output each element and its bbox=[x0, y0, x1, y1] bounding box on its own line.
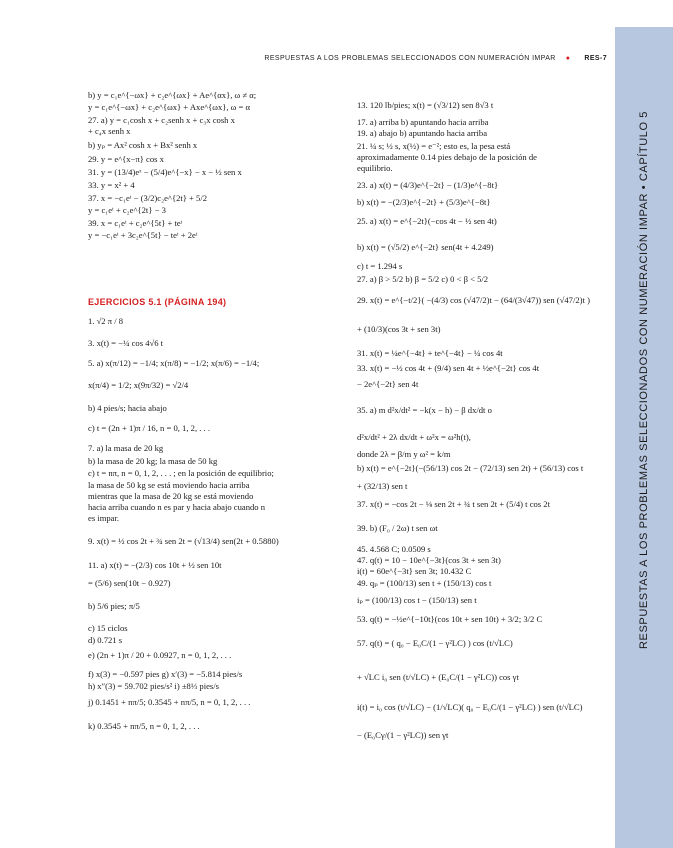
right-answer-line: + (32/13) sen t bbox=[357, 481, 408, 491]
left-answer-line: 39. x = c₁eᵗ + c₂e^{5t} + teᵗ bbox=[88, 218, 183, 228]
right-answer-line: 31. x(t) = ¼e^{−4t} + te^{−4t} − ¼ cos 4t bbox=[357, 348, 503, 358]
left-answer-line: hacia arriba cuando n es par y hacia abajo cuando n bbox=[88, 502, 266, 512]
right-answer-line: b) x(t) = (√5/2) e^{−2t} sen(4t + 4.249) bbox=[357, 242, 494, 252]
left-answer-line: 37. x = −c₁eᵗ − (3/2)c₂e^{2t} + 5/2 bbox=[88, 193, 208, 203]
right-answer-line: 57. q(t) = ( q₀ − E₀C/(1 − γ²LC) ) cos (t/√LC) bbox=[357, 638, 513, 648]
left-answer-line: c) 15 ciclos bbox=[88, 623, 128, 633]
right-answer-line: iₚ = (100/13) cos t − (150/13) sen t bbox=[357, 595, 477, 605]
right-answer-line: + (10/3)(cos 3t + sen 3t) bbox=[357, 324, 441, 334]
left-answer-line: x(π/4) = 1/2; x(9π/32) = √2/4 bbox=[88, 380, 189, 390]
right-answer-line: 47. q(t) = 10 − 10e^{−3t}(cos 3t + sen 3t) bbox=[357, 555, 501, 565]
left-answer-line: = (5/6) sen(10t − 0.927) bbox=[88, 578, 171, 588]
left-answer-line: 7. a) la masa de 20 kg bbox=[88, 443, 164, 453]
left-answer-line: 27. a) y = c₁cosh x + c₂senh x + c₃x cosh x bbox=[88, 115, 235, 125]
left-answer-line: 31. y = (13/4)eˣ − (5/4)e^{−x} − x − ½ sen x bbox=[88, 167, 242, 177]
left-answer-line: es impar. bbox=[88, 513, 120, 523]
right-answer-line: 25. a) x(t) = e^{−2t}(−cos 4t − ½ sen 4t) bbox=[357, 216, 497, 226]
left-answer-line: 9. x(t) = ½ cos 2t + ¾ sen 2t = (√13/4) sen(2t + 0.5880) bbox=[88, 536, 279, 546]
right-answer-line: 45. 4.568 C; 0.0509 s bbox=[357, 544, 431, 554]
left-answer-line: b) y = c₁e^{−ωx} + c₂e^{ωx} + Ae^{αx}, ω ≠ α; bbox=[88, 90, 257, 100]
right-answer-line: c) t = 1.294 s bbox=[357, 261, 403, 271]
right-answer-line: b) x(t) = −(2/3)e^{−2t} + (5/3)e^{−8t} bbox=[357, 197, 491, 207]
right-answer-line: 53. q(t) = −½e^{−10t}(cos 10t + sen 10t) + 3/2; 3/2 C bbox=[357, 614, 543, 624]
left-answer-line: mientras que la masa de 20 kg se está moviendo bbox=[88, 491, 254, 501]
left-answer-line: f) x(3) = −0.597 pies g) x′(3) = −5.814 pies/s bbox=[88, 669, 243, 679]
running-title: RESPUESTAS A LOS PROBLEMAS SELECCIONADOS CON NUMERACIÓN IMPAR bbox=[264, 55, 556, 62]
left-answer-line: 11. a) x(t) = −(2/3) cos 10t + ½ sen 10t bbox=[88, 560, 222, 570]
left-answer-line: la masa de 50 kg se está moviendo hacia arriba bbox=[88, 480, 250, 490]
left-answer-line: 1. √2 π / 8 bbox=[88, 316, 124, 326]
right-answer-line: i(t) = i₀ cos (t/√LC) − (1/√LC)( q₀ − E₀C/(1 − γ²LC) ) sen (t/√LC) bbox=[357, 702, 583, 712]
left-answer-line: y = −c₁eᵗ + 3c₂e^{5t} − teᵗ + 2eᵗ bbox=[88, 230, 198, 240]
left-answer-line: d) 0.721 s bbox=[88, 635, 123, 645]
running-header bbox=[264, 55, 607, 62]
right-answer-line: 35. a) m d²x/dt² = −k(x − h) − β dx/dt o bbox=[357, 405, 492, 415]
left-answer-line: 33. y = x² + 4 bbox=[88, 180, 135, 190]
left-answer-line: c) t = (2n + 1)π / 16, n = 0, 1, 2, . . . bbox=[88, 423, 210, 433]
left-answer-line: k) 0.3545 + nπ/5, n = 0, 1, 2, . . . bbox=[88, 721, 200, 731]
right-answer-line: 17. a) arriba b) apuntando hacia arriba bbox=[357, 117, 489, 127]
right-answer-line: d²x/dt² + 2λ dx/dt + ω²x = ω²h(t), bbox=[357, 432, 471, 442]
right-answer-line: donde 2λ = β/m y ω² = k/m bbox=[357, 449, 451, 459]
left-answer-line: y = c₁eᵗ + c₂e^{2t} − 3 bbox=[88, 205, 166, 215]
left-answer-line: 3. x(t) = −¼ cos 4√6 t bbox=[88, 338, 164, 348]
left-answer-line: c) t = nπ, n = 0, 1, 2, . . . ; en la posición de equilibrio; bbox=[88, 468, 274, 478]
right-answer-line: 23. a) x(t) = (4/3)e^{−2t} − (1/3)e^{−8t} bbox=[357, 180, 499, 190]
left-answer-line: e) (2n + 1)π / 20 + 0.0927, n = 0, 1, 2, . . . bbox=[88, 650, 232, 660]
right-answer-line: 37. x(t) = −cos 2t − ⅛ sen 2t + ¾ t sen 2t + (5/4) t cos 2t bbox=[357, 499, 550, 509]
left-answer-line: y = c₁e^{−ωx} + c₂e^{ωx} + Axe^{ωx}, ω = α bbox=[88, 102, 250, 112]
right-answer-line: − 2e^{−2t} sen 4t bbox=[357, 379, 419, 389]
left-answer-line: + c₄x senh x bbox=[88, 126, 131, 136]
right-answer-line: 39. b) (F₀ / 2ω) t sen ωt bbox=[357, 523, 438, 533]
left-answer-line: 5. a) x(π/12) = −1/4; x(π/8) = −1/2; x(π/6) = −1/4; bbox=[88, 358, 260, 368]
left-answer-line: h) x″(3) = 59.702 pies/s² i) ±8⅓ pies/s bbox=[88, 681, 220, 691]
section-title: EJERCICIOS 5.1 (PÁGINA 194) bbox=[88, 297, 227, 307]
right-answer-line: 21. ¼ s; ½ s, x(½) = e⁻²; esto es, la pesa está bbox=[357, 141, 511, 151]
bullet-dot: ● bbox=[565, 55, 571, 62]
right-answer-line: equilibrio. bbox=[357, 163, 393, 173]
right-answer-line: 49. qₚ = (100/13) sen t + (150/13) cos t bbox=[357, 578, 492, 588]
left-answer-line: b) 4 pies/s; hacia abajo bbox=[88, 403, 167, 413]
left-answer-line: b) yₚ = Ax² cosh x + Bx² senh x bbox=[88, 140, 198, 150]
left-answer-line: b) 5/6 pies; π/5 bbox=[88, 601, 140, 611]
right-answer-line: 33. x(t) = −½ cos 4t + (9/4) sen 4t + ½e^{−2t} cos 4t bbox=[357, 363, 540, 373]
right-answer-line: b) x(t) = e^{−2t}(−(56/13) cos 2t − (72/13) sen 2t) + (56/13) cos t bbox=[357, 463, 584, 473]
left-answer-line: b) la masa de 20 kg; la masa de 50 kg bbox=[88, 456, 218, 466]
right-answer-line: − (E₀Cγ/(1 − γ²LC)) sen γt bbox=[357, 730, 449, 740]
sidebar-label: RESPUESTAS A LOS PROBLEMAS SELECCIONADOS CON NUMERACIÓN IMPAR • CAPÍTULO 5 bbox=[638, 110, 650, 650]
left-answer-line: 29. y = e^{x−π} cos x bbox=[88, 154, 164, 164]
right-answer-line: 19. a) abajo b) apuntando hacia arriba bbox=[357, 128, 488, 138]
right-answer-line: + √LC i₀ sen (t/√LC) + (E₀C/(1 − γ²LC)) cos γt bbox=[357, 672, 519, 682]
right-answer-line: 29. x(t) = e^{−t/2}( −(4/3) cos (√47/2)t − (64/(3√47)) sen (√47/2)t ) bbox=[357, 295, 590, 305]
right-answer-line: i(t) = 60e^{−3t} sen 3t; 10.432 C bbox=[357, 566, 472, 576]
right-answer-line: 13. 120 lb/pies; x(t) = (√3/12) sen 8√3 t bbox=[357, 100, 494, 110]
page-number: RES-7 bbox=[584, 55, 607, 62]
left-answer-line: j) 0.1451 + nπ/5; 0.3545 + nπ/5, n = 0, 1, 2, . . . bbox=[88, 697, 251, 707]
right-answer-line: aproximadamente 0.14 pies debajo de la posición de bbox=[357, 152, 537, 162]
right-answer-line: 27. a) β > 5/2 b) β = 5/2 c) 0 < β < 5/2 bbox=[357, 274, 489, 284]
